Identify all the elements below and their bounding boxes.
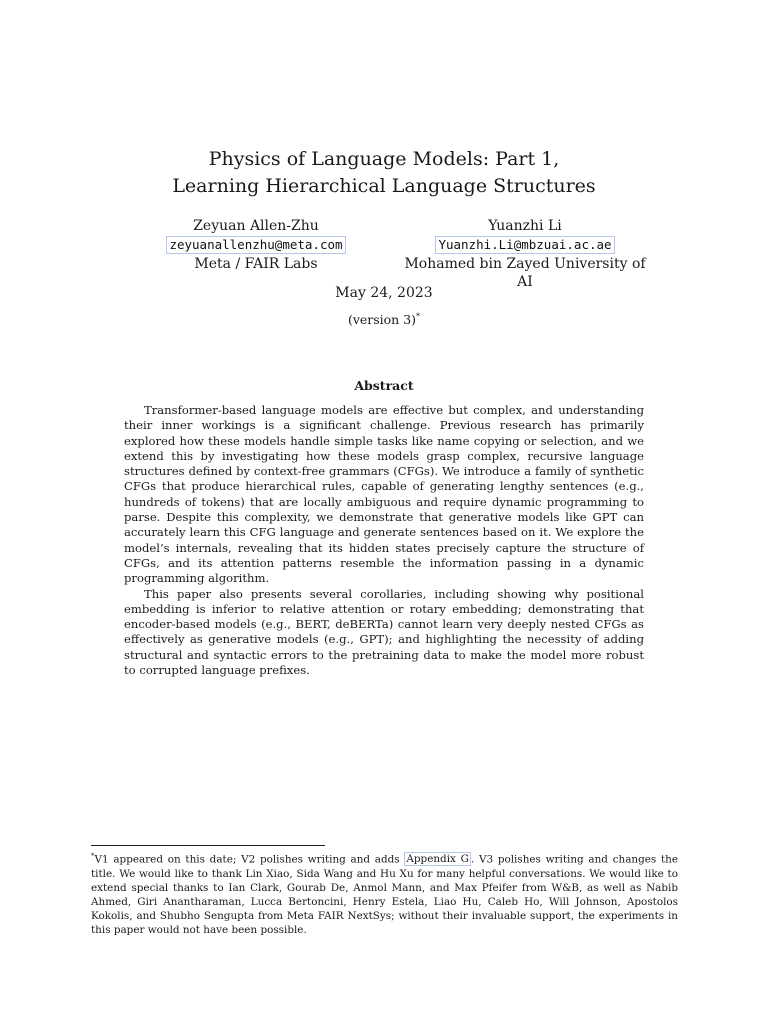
abstract-body xyxy=(124,403,644,678)
abstract-paragraph: This paper also presents several corollaries, including showing why positional embedding is inferior to relative attention or rotary embedding; demonstrating that encoder-based models (e.g., BERT, deBERTa) cannot learn very deeply nested CFGs as effectively as generative models (e.g., GPT); and highlighting the necessity of adding structural and syntactic errors to the pretraining data to make the model more robust to corrupted language prefixes. xyxy=(124,586,644,678)
author-affiliation: Mohamed bin Zayed University of AI xyxy=(404,256,646,290)
footnote-text: V1 appeared on this date; V2 polishes writing and adds xyxy=(94,853,405,866)
paper-version xyxy=(0,312,768,327)
author-email-link[interactable]: Yuanzhi.Li@mbzuai.ac.ae xyxy=(435,236,614,254)
footnote-text: . V3 polishes writing and changes the title. We would like to thank Lin Xiao, Sida Wang and Hu Xu for many helpful conversations. We would like to extend special thanks to Ian Clark, Gourab De, Anmol Mann, and Max Pfeifer from W&B, as well as Nabib Ahmed, Giri Anantharaman, Lucca Bertoncini, Henry Estela, Liao Hu, Caleb Ho, Will Johnson, Apostolos Kokolis, and Shubho Sengupta from Meta FAIR NextSys; without their invaluable support, the experiments in this paper would not have been possible. xyxy=(91,853,678,937)
title-line-1: Physics of Language Models: Part 1, xyxy=(208,148,560,170)
footnote-marker[interactable]: * xyxy=(416,312,421,321)
abstract-heading: Abstract xyxy=(354,378,414,393)
paper-title xyxy=(0,146,768,200)
appendix-link[interactable]: Appendix G xyxy=(406,853,469,866)
author-block-1 xyxy=(141,217,371,273)
footnote xyxy=(91,849,678,938)
abstract-paragraph: Transformer-based language models are effective but complex, and understanding their inner workings is a significant challenge. Previous research has primarily explored how these models handle simple tasks like name copying or selection, and we extend this by investigating how these models grasp complex, recursive language structures defined by context-free grammars (CFGs). We introduce a family of synthetic CFGs that produce hierarchical rules, capable of generating lengthy sentences (e.g., hundreds of tokens) that are locally ambiguous and require dynamic programming to parse. Despite this complexity, we demonstrate that generative models like GPT can accurately learn this CFG language and generate sentences based on it. We explore the model’s internals, revealing that its hidden states precisely capture the structure of CFGs, and its attention patterns resemble the information passing in a dynamic programming algorithm. xyxy=(124,403,644,586)
author-name: Yuanzhi Li xyxy=(488,218,562,234)
paper-date: May 24, 2023 xyxy=(335,285,433,301)
author-block-2 xyxy=(395,217,655,291)
title-line-2: Learning Hierarchical Language Structures xyxy=(172,175,596,197)
footnote-mark: * xyxy=(91,852,95,860)
footnote-rule xyxy=(91,845,325,846)
author-email-link[interactable]: zeyuanallenzhu@meta.com xyxy=(166,236,345,254)
version-text: (version 3) xyxy=(347,312,417,328)
author-affiliation: Meta / FAIR Labs xyxy=(194,256,318,272)
author-name: Zeyuan Allen-Zhu xyxy=(193,218,319,234)
